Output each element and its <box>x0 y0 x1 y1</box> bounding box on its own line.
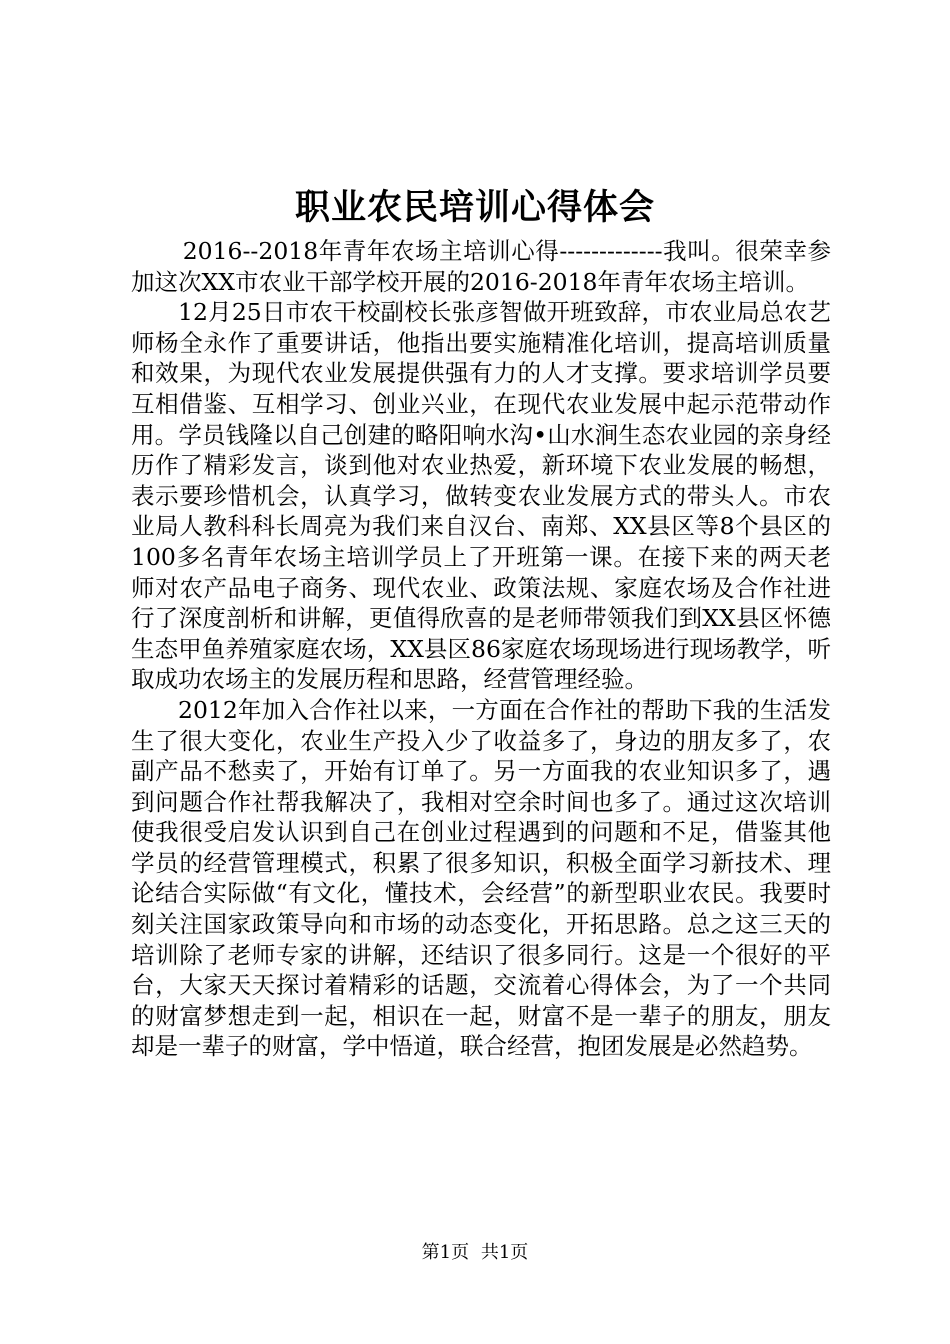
paragraph-reflection: 2012年加入合作社以来，一方面在合作社的帮助下我的生活发生了很大变化，农业生产投入少了收益多了，身边的朋友多了，农副产品不愁卖了，开始有订单了。另一方面我的农业知识多了，遇到问题合作社帮我解决了，我相对空余时间也多了。通过这次培训使我很受启发认识到自己在创业过程遇到的问题和不足，借鉴其他学员的经营管理模式，积累了很多知识，积极全面学习新技术、理论结合实际做“有文化，懂技术，会经营”的新型职业农民。我要时刻关注国家政策导向和市场的动态变化，开拓思路。总之这三天的培训除了老师专家的讲解，还结识了很多同行。这是一个很好的平台，大家天天探讨着精彩的话题，交流着心得体会，为了一个共同的财富梦想走到一起，相识在一起，财富不是一辈子的朋友，朋友却是一辈子的财富，学中悟道，联合经营，抱团发展是必然趋势。 <box>131 695 831 1061</box>
document-body <box>131 236 831 1062</box>
paragraph-intro: 2016--2018年青年农场主培训心得-------------我叫。很荣幸参加这次XX市农业干部学校开展的2016-2018年青年农场主培训。 <box>131 237 831 296</box>
page-footer <box>0 1240 950 1266</box>
page-total: 共1页 <box>480 1242 529 1263</box>
paragraph-opening-ceremony: 12月25日市农干校副校长张彦智做开班致辞，市农业局总农艺师杨全永作了重要讲话，他指出要实施精准化培训，提高培训质量和效果，为现代农业发展提供强有力的人才支撑。要求培训学员要互相借鉴、互相学习、创业兴业，在现代农业发展中起示范带动作用。学员钱隆以自己创建的略阳响水沟•山水涧生态农业园的亲身经历作了精彩发言，谈到他对农业热爱，新环境下农业发展的畅想，表示要珍惜机会，认真学习，做转变农业发展方式的带头人。市农业局人教科科长周亮为我们来自汉台、南郑、XX县区等8个县区的100多名青年农场主培训学员上了开班第一课。在接下来的两天老师对农产品电子商务、现代农业、政策法规、家庭农场及合作社进行了深度剖析和讲解，更值得欣喜的是老师带领我们到XX县区怀德生态甲鱼养殖家庭农场，XX县区86家庭农场现场进行现场教学，听取成功农场主的发展历程和思路，经营管理经验。 <box>131 298 831 694</box>
page-number: 第1页 <box>421 1242 470 1263</box>
document-title: 职业农民培训心得体会 <box>294 187 655 228</box>
